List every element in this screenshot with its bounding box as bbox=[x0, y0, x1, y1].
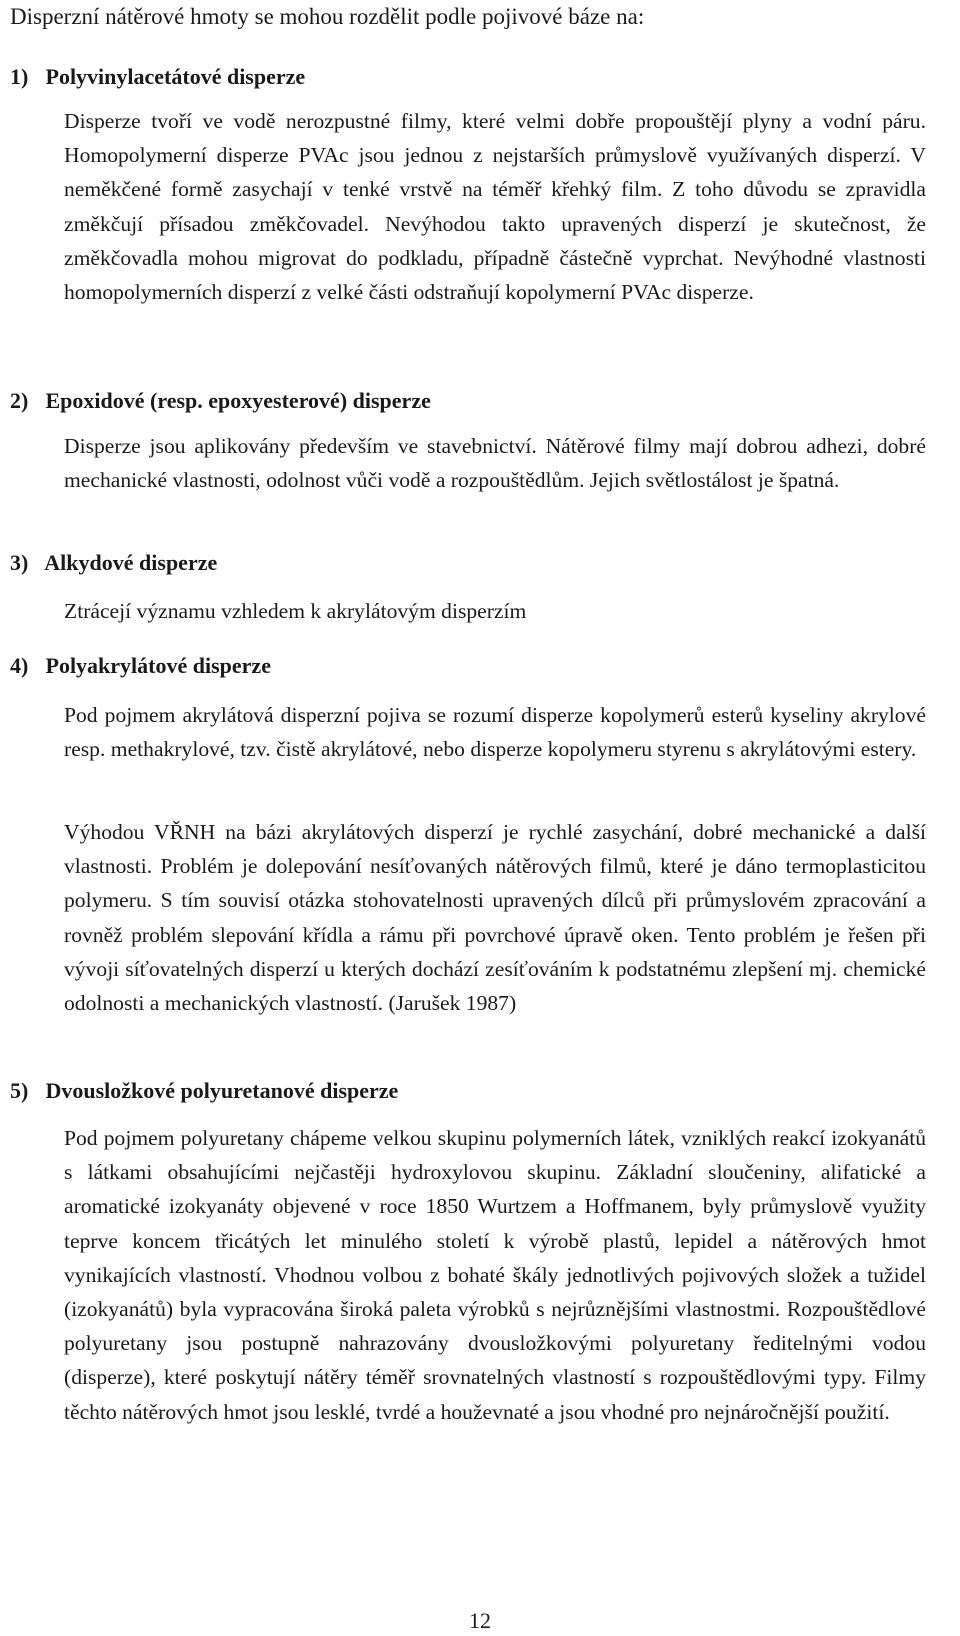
section-number: 5) bbox=[10, 1078, 29, 1103]
section-heading-3 bbox=[10, 548, 217, 578]
section-title: Epoxidové (resp. epoxyesterové) disperze bbox=[45, 388, 431, 413]
section-title: Polyvinylacetátové disperze bbox=[45, 64, 306, 89]
section-4-paragraph-2: Výhodou VŘNH na bázi akrylátových disperzí je rychlé zasychání, dobré mechanické a další vlastnosti. Problém je dolepování nesíťovaných nátěrových filmů, které je dáno termoplasticitou polymeru. S tím souvisí otázka stohovatelnosti upravených dílců při průmyslovém zpracování a rovněž problém slepování křídla a rámu při povrchové úpravě oken. Tento problém je řešen při vývoji síťovatelných disperzí u kterých dochází zesíťováním k podstatnému zlepšení mj. chemické odolnosti a mechanických vlastností. (Jarušek 1987) bbox=[64, 820, 926, 1016]
section-heading-5 bbox=[10, 1076, 398, 1106]
section-heading-1 bbox=[10, 62, 305, 92]
section-2-paragraph-1: Disperze jsou aplikovány především ve stavebnictví. Nátěrové filmy mají dobrou adhezi, dobré mechanické vlastnosti, odolnost vůči vodě a rozpouštědlům. Jejich světlostálost je špatná. bbox=[64, 434, 926, 493]
page-number: 12 bbox=[469, 1608, 491, 1633]
section-heading-2 bbox=[10, 386, 431, 416]
intro-text: Disperzní nátěrové hmoty se mohou rozdělit podle pojivové báze na: bbox=[10, 4, 645, 29]
section-number: 1) bbox=[10, 64, 29, 89]
section-heading-4 bbox=[10, 651, 271, 681]
section-5-paragraph-1: Pod pojmem polyuretany chápeme velkou skupinu polymerních látek, vzniklých reakcí izokyanátů s látkami obsahujícími nejčastěji hydroxylovou skupinu. Základní sloučeniny, alifatické a aromatické izokyanáty objevené v roce 1850 Wurtzem a Hoffmanem, byly průmyslově využity teprve koncem třicátých let minulého století k výrobě plastů, lepidel a nátěrových hmot vynikajících vlastností. Vhodnou volbou z bohaté škály jednotlivých pojivových složek a tužidel (izokyanátů) byla vypracována široká paleta výrobků s nejrůznějšími vlastnostmi. Rozpouštědlové polyuretany jsou postupně nahrazovány dvousložkovými polyuretany ředitelnými vodou (disperze), které poskytují nátěry téměř srovnatelných vlastností s rozpouštědlovými typy. Filmy těchto nátěrových hmot jsou lesklé, tvrdé a houževnaté a jsou vhodné pro nejnáročnější použití. bbox=[64, 1126, 926, 1424]
section-title: Alkydové disperze bbox=[44, 550, 218, 575]
section-4-paragraph-1: Pod pojmem akrylátová disperzní pojiva se rozumí disperze kopolymerů esterů kyseliny akrylové resp. methakrylové, tzv. čistě akrylátové, nebo disperze kopolymeru styrenu s akrylátovými estery. bbox=[64, 703, 926, 762]
section-3-paragraph-1: Ztrácejí významu vzhledem k akrylátovým disperzím bbox=[64, 599, 527, 623]
section-number: 3) bbox=[10, 550, 29, 575]
section-title: Dvousložkové polyuretanové disperze bbox=[45, 1078, 399, 1103]
section-title: Polyakrylátové disperze bbox=[45, 653, 271, 678]
section-number: 4) bbox=[10, 653, 29, 678]
section-1-paragraph-1: Disperze tvoří ve vodě nerozpustné filmy, které velmi dobře propouštějí plyny a vodní páru. Homopolymerní disperze PVAc jsou jednou z nejstarších průmyslově využívaných disperzí. V neměkčené formě zasychají v tenké vrstvě na téměř křehký film. Z toho důvodu se zpravidla změkčují přísadou změkčovadel. Nevýhodou takto upravených disperzí je skutečnost, že změkčovadla mohou migrovat do podkladu, případně částečně vyprchat. Nevýhodné vlastnosti homopolymerních disperzí z velké části odstraňují kopolymerní PVAc disperze. bbox=[64, 109, 926, 305]
section-number: 2) bbox=[10, 388, 29, 413]
